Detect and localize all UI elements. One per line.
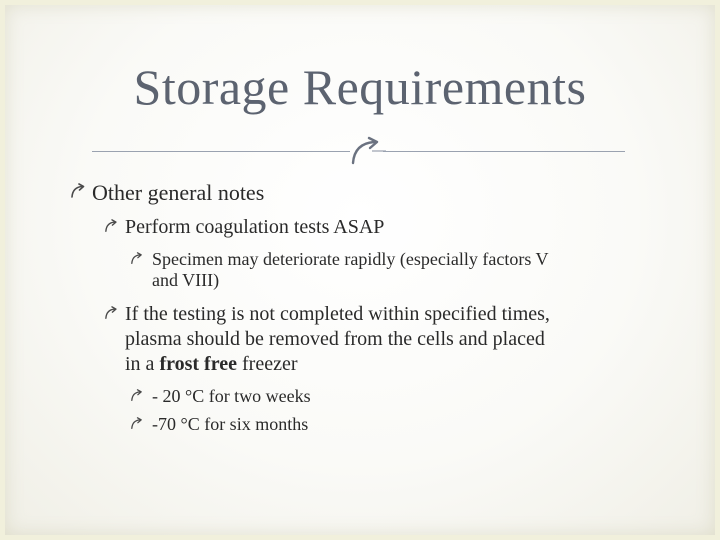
text-post: freezer <box>237 353 298 375</box>
title-rule-right <box>383 151 625 152</box>
curved-arrow-bullet-icon <box>130 252 145 265</box>
bullet-text: Other general notes <box>92 180 265 205</box>
bullet-text-line-2: and VIII) <box>152 270 220 290</box>
curved-arrow-bullet-icon <box>104 219 120 233</box>
curved-arrow-bullet-icon <box>70 183 88 199</box>
bullet-text-line-2: plasma should be removed from the cells and placed <box>125 328 545 350</box>
slide-title: Storage Requirements <box>133 59 587 115</box>
bullet-text-line-1: If the testing is not completed within specified times, <box>125 303 550 325</box>
curved-arrow-bullet-icon <box>130 389 145 402</box>
bullet-text-line-1: Specimen may deteriorate rapidly (especially factors V <box>152 249 549 269</box>
curved-arrow-bullet-icon <box>104 306 120 320</box>
text-emphasis: frost free <box>159 353 237 375</box>
bullet-text: - 20 °C for two weeks <box>152 386 311 406</box>
title-rule-left <box>92 151 350 152</box>
bullet-text-line-3 <box>125 353 298 376</box>
text-pre: in a <box>125 353 160 375</box>
bullet-text: Perform coagulation tests ASAP <box>125 216 385 238</box>
curved-arrow-bullet-icon <box>130 417 145 430</box>
curved-arrow-divider-icon <box>350 136 386 166</box>
bullet-text: -70 °C for six months <box>152 414 309 434</box>
